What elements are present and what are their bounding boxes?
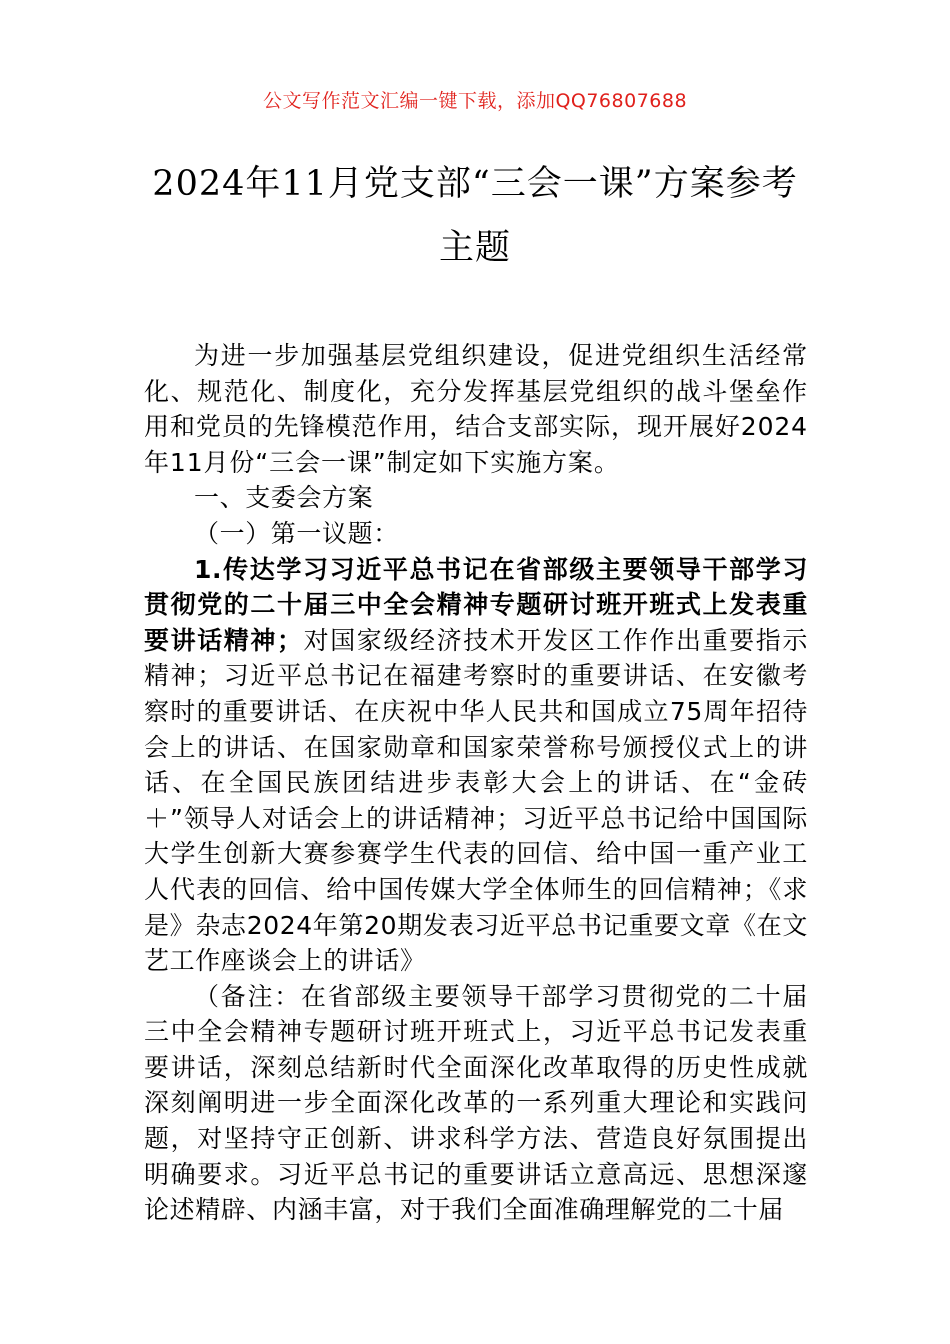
subsection-heading: （一）第一议题： xyxy=(194,518,399,548)
document-body xyxy=(144,338,808,1228)
title-line-1: 2024年11月党支部“三会一课”方案参考 xyxy=(152,164,798,204)
title-line-2: 主题 xyxy=(438,228,511,268)
note-paragraph: （备注：在省部级主要领导干部学习贯彻党的二十届三中全会精神专题研讨班开班式上，习近平总书记发表重要讲话，深刻总结新时代全面深化改革取得的历史性成就深刻阐明进一步全面深化改革的一系列重大理论和实践问题，对坚持守正创新、讲求科学方法、营造良好氛围提出明确要求。习近平总书记的重要讲话立意高远、思想深邃论述精辟、内涵丰富，对于我们全面准确理解党的二十届 xyxy=(144,981,808,1225)
item-bold-text: 1.传达学习习近平总书记在省部级主要领导干部学习贯彻党的二十届三中全会精神专题研讨班开班式上发表重要讲话精神； xyxy=(144,554,808,655)
header-note: 公文写作范文汇编一键下载，添加QQ76807688 xyxy=(262,90,688,112)
document-title xyxy=(100,152,850,280)
section-heading: 一、支委会方案 xyxy=(194,483,374,513)
item-paragraph xyxy=(144,552,808,979)
item-text: 对国家级经济技术开发区工作作出重要指示精神；习近平总书记在福建考察时的重要讲话、在安徽考察时的重要讲话、在庆祝中华人民共和国成立75周年招待会上的讲话、在国家勋章和国家荣誉称号颁授仪式上的讲话、在全国民族团结进步表彰大会上的讲话、在“金砖＋”领导人对话会上的讲话精神；习近平总书记给中国国际大学生创新大赛参赛学生代表的回信、给中国一重产业工人代表的回信、给中国传媒大学全体师生的回信精神；《求是》杂志2024年第20期发表习近平总书记重要文章《在文艺工作座谈会上的讲话》 xyxy=(144,625,808,976)
intro-paragraph: 为进一步加强基层党组织建设，促进党组织生活经常化、规范化、制度化，充分发挥基层党组织的战斗堡垒作用和党员的先锋模范作用，结合支部实际，现开展好2024年11月份“三会一课”制定如下实施方案。 xyxy=(144,341,808,477)
